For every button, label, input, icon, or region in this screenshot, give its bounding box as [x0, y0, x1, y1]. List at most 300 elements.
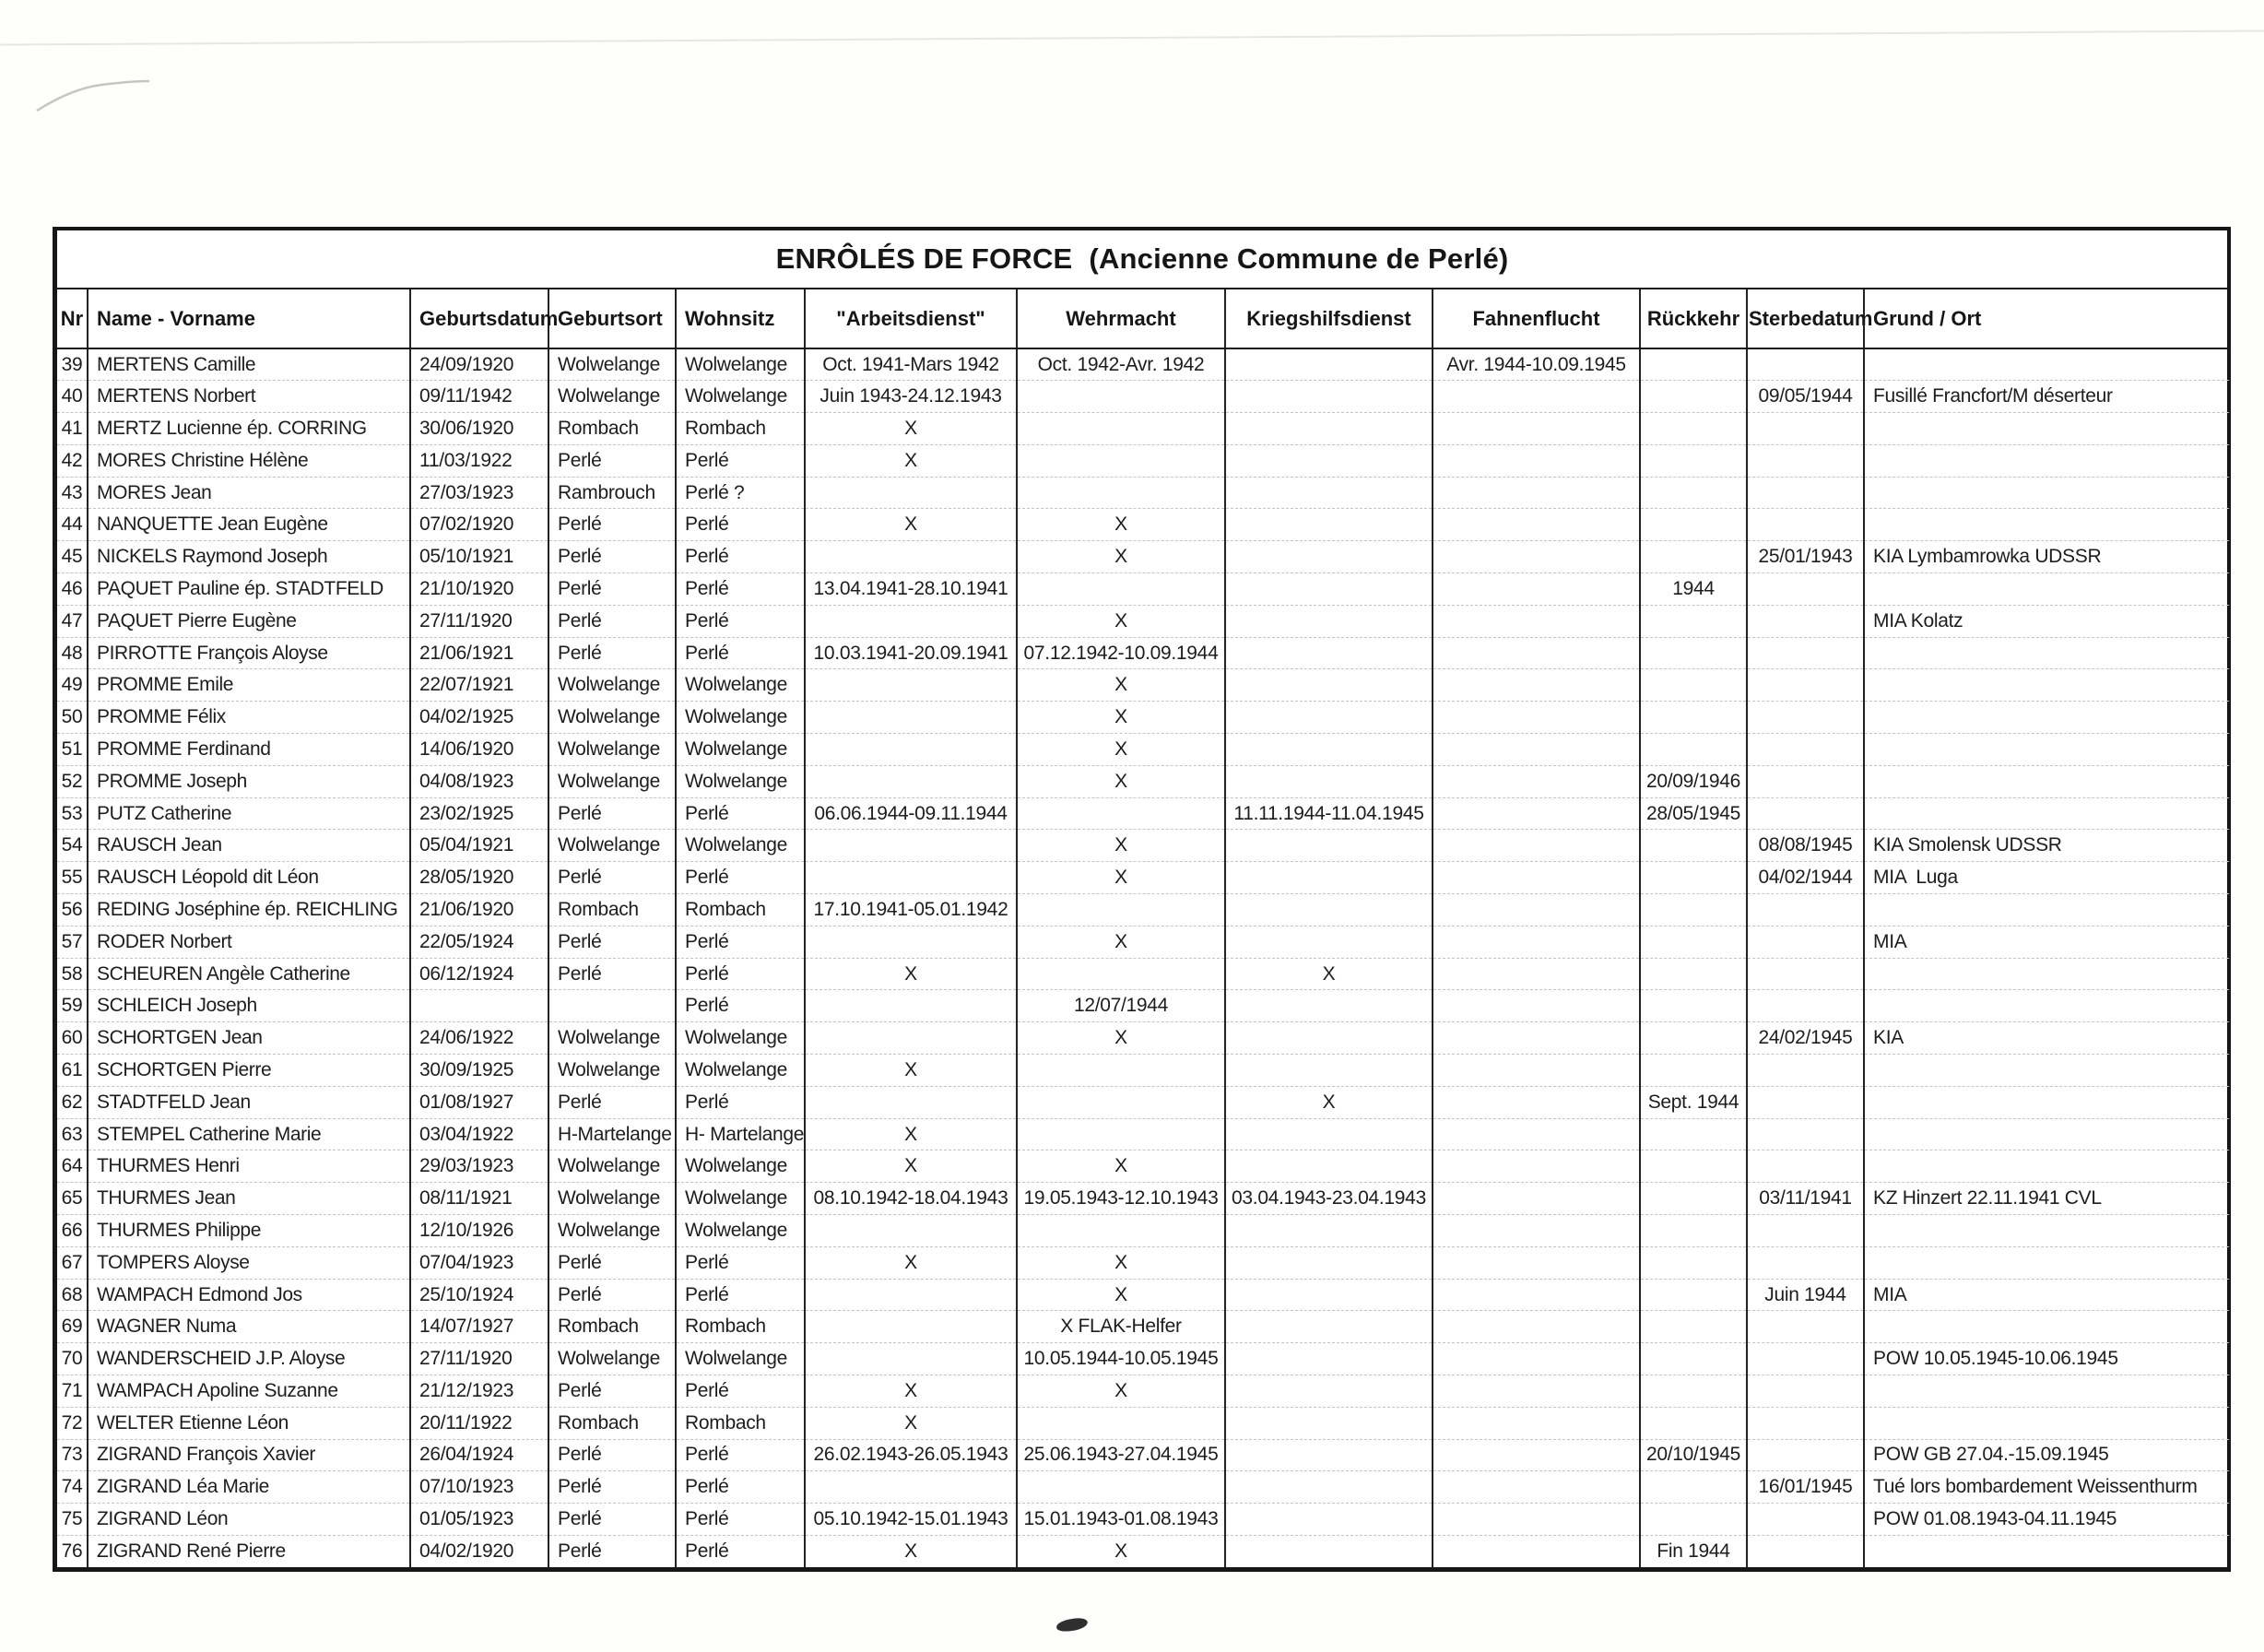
- cell: 58: [57, 958, 88, 990]
- cell: Perlé: [676, 1504, 805, 1536]
- cell: Rombach: [548, 413, 676, 445]
- cell: REDING Joséphine ép. REICHLING: [88, 894, 410, 926]
- cell: 25/10/1924: [410, 1279, 548, 1311]
- cell: [1747, 1150, 1864, 1183]
- cell: [1640, 1246, 1747, 1279]
- cell: [1640, 990, 1747, 1022]
- cell: Fusillé Francfort/M déserteur: [1864, 381, 2229, 413]
- cell: [1225, 669, 1433, 702]
- column-header: Grund / Ort: [1864, 289, 2229, 348]
- cell: 27/11/1920: [410, 1343, 548, 1375]
- cell: Perlé: [676, 1471, 805, 1504]
- cell: [1640, 348, 1747, 381]
- cell: 01/05/1923: [410, 1504, 548, 1536]
- cell: [1433, 541, 1640, 573]
- cell: [1864, 637, 2229, 669]
- cell: [1433, 1118, 1640, 1150]
- cell: Perlé: [676, 637, 805, 669]
- cell: 69: [57, 1311, 88, 1343]
- cell: WELTER Etienne Léon: [88, 1407, 410, 1439]
- cell: [1225, 1055, 1433, 1087]
- cell: [1747, 1375, 1864, 1408]
- cell: [1225, 381, 1433, 413]
- cell: [1640, 1215, 1747, 1247]
- cell: 08/11/1921: [410, 1183, 548, 1215]
- cell: X: [1017, 702, 1225, 734]
- cell: [410, 990, 548, 1022]
- cell: 20/10/1945: [1640, 1439, 1747, 1471]
- cell: 67: [57, 1246, 88, 1279]
- cell: Wolwelange: [548, 702, 676, 734]
- cell: [805, 1471, 1017, 1504]
- cell: Perlé: [676, 444, 805, 477]
- cell: X: [1017, 926, 1225, 958]
- cell: [1225, 830, 1433, 862]
- cell: [805, 605, 1017, 637]
- cell: [1433, 1279, 1640, 1311]
- cell: 27/03/1923: [410, 477, 548, 509]
- cell: Wolwelange: [548, 381, 676, 413]
- cell: [1017, 444, 1225, 477]
- cell: [1864, 669, 2229, 702]
- cell: 59: [57, 990, 88, 1022]
- cell: X: [1017, 605, 1225, 637]
- cell: Wolwelange: [548, 1150, 676, 1183]
- cell: ZIGRAND René Pierre: [88, 1535, 410, 1567]
- cell: [1433, 765, 1640, 797]
- cell: 14/07/1927: [410, 1311, 548, 1343]
- cell: Perlé: [548, 1535, 676, 1567]
- cell: 19.05.1943-12.10.1943: [1017, 1183, 1225, 1215]
- cell: X: [1017, 669, 1225, 702]
- cell: [1864, 734, 2229, 766]
- cell: Wolwelange: [676, 830, 805, 862]
- cell: Perlé: [548, 1086, 676, 1118]
- cell: [1433, 1183, 1640, 1215]
- cell: 71: [57, 1375, 88, 1408]
- cell: 03/04/1922: [410, 1118, 548, 1150]
- cell: [1017, 413, 1225, 445]
- cell: Wolwelange: [548, 669, 676, 702]
- cell: Wolwelange: [676, 765, 805, 797]
- table-row: [57, 1407, 2229, 1439]
- cell: [1225, 477, 1433, 509]
- cell: X: [1017, 541, 1225, 573]
- cell: [1225, 605, 1433, 637]
- cell: [1747, 1086, 1864, 1118]
- cell: 68: [57, 1279, 88, 1311]
- cell: [1225, 1343, 1433, 1375]
- table-row: [57, 765, 2229, 797]
- cell: 57: [57, 926, 88, 958]
- cell: WAMPACH Apoline Suzanne: [88, 1375, 410, 1408]
- cell: [1433, 734, 1640, 766]
- cell: X: [805, 509, 1017, 541]
- cell: 40: [57, 381, 88, 413]
- cell: [1225, 862, 1433, 894]
- cell: 04/08/1923: [410, 765, 548, 797]
- cell: 28/05/1945: [1640, 797, 1747, 830]
- cell: X: [1017, 1150, 1225, 1183]
- cell: PUTZ Catherine: [88, 797, 410, 830]
- cell: Wolwelange: [676, 1022, 805, 1055]
- cell: [1433, 605, 1640, 637]
- cell: [1225, 1279, 1433, 1311]
- cell: KZ Hinzert 22.11.1941 CVL: [1864, 1183, 2229, 1215]
- cell: 60: [57, 1022, 88, 1055]
- cell: Fin 1944: [1640, 1535, 1747, 1567]
- column-header: Nr: [57, 289, 88, 348]
- cell: Rombach: [676, 413, 805, 445]
- document-title: [57, 230, 2227, 289]
- table-row: [57, 637, 2229, 669]
- cell: 66: [57, 1215, 88, 1247]
- cell: [1433, 477, 1640, 509]
- cell: [1433, 862, 1640, 894]
- cell: X: [1017, 509, 1225, 541]
- cell: [1225, 990, 1433, 1022]
- cell: [1747, 1118, 1864, 1150]
- cell: X: [805, 444, 1017, 477]
- cell: [1747, 444, 1864, 477]
- cell: [1864, 348, 2229, 381]
- cell: [1747, 669, 1864, 702]
- cell: [1225, 1311, 1433, 1343]
- cell: Perlé: [548, 637, 676, 669]
- cell: [805, 702, 1017, 734]
- cell: MIA Kolatz: [1864, 605, 2229, 637]
- cell: 05/10/1921: [410, 541, 548, 573]
- cell: [1640, 541, 1747, 573]
- cell: 70: [57, 1343, 88, 1375]
- cell: [1225, 413, 1433, 445]
- cell: X: [805, 1150, 1017, 1183]
- cell: 08/08/1945: [1747, 830, 1864, 862]
- cell: Wolwelange: [548, 830, 676, 862]
- cell: [1433, 381, 1640, 413]
- cell: [1864, 1535, 2229, 1567]
- cell: 43: [57, 477, 88, 509]
- cell: 23/02/1925: [410, 797, 548, 830]
- cell: X FLAK-Helfer: [1017, 1311, 1225, 1343]
- cell: [1747, 734, 1864, 766]
- cell: [1640, 1343, 1747, 1375]
- column-header: Wohnsitz: [676, 289, 805, 348]
- cell: Perlé: [548, 1504, 676, 1536]
- cell: [1747, 926, 1864, 958]
- cell: Perlé: [676, 1086, 805, 1118]
- cell: 24/06/1922: [410, 1022, 548, 1055]
- cell: [1017, 1086, 1225, 1118]
- cell: [805, 765, 1017, 797]
- cell: STADTFELD Jean: [88, 1086, 410, 1118]
- cell: 29/03/1923: [410, 1150, 548, 1183]
- cell: [1864, 1150, 2229, 1183]
- cell: Perlé: [676, 573, 805, 606]
- cell: [1640, 958, 1747, 990]
- cell: Perlé: [676, 862, 805, 894]
- cell: [1433, 894, 1640, 926]
- cell: MERTENS Camille: [88, 348, 410, 381]
- cell: SCHORTGEN Pierre: [88, 1055, 410, 1087]
- cell: Perlé: [676, 1279, 805, 1311]
- cell: KIA Smolensk UDSSR: [1864, 830, 2229, 862]
- cell: MORES Christine Hélène: [88, 444, 410, 477]
- cell: KIA: [1864, 1022, 2229, 1055]
- cell: 51: [57, 734, 88, 766]
- cell: H-Martelange: [548, 1118, 676, 1150]
- cell: [1640, 1279, 1747, 1311]
- cell: [1225, 1215, 1433, 1247]
- cell: 01/08/1927: [410, 1086, 548, 1118]
- cell: [805, 477, 1017, 509]
- cell: [1433, 1022, 1640, 1055]
- cell: 62: [57, 1086, 88, 1118]
- cell: Wolwelange: [548, 1022, 676, 1055]
- table-row: [57, 830, 2229, 862]
- cell: 16/01/1945: [1747, 1471, 1864, 1504]
- cell: [1225, 734, 1433, 766]
- cell: X: [805, 1055, 1017, 1087]
- cell: 30/09/1925: [410, 1055, 548, 1087]
- cell: 49: [57, 669, 88, 702]
- cell: THURMES Philippe: [88, 1215, 410, 1247]
- cell: Perlé: [548, 1375, 676, 1408]
- table-row: [57, 1504, 2229, 1536]
- cell: 04/02/1944: [1747, 862, 1864, 894]
- cell: 21/06/1920: [410, 894, 548, 926]
- table-row: [57, 413, 2229, 445]
- cell: [1640, 702, 1747, 734]
- table-row: [57, 894, 2229, 926]
- header-row: [57, 289, 2229, 348]
- cell: [1640, 381, 1747, 413]
- cell: [1864, 1215, 2229, 1247]
- cell: [1640, 830, 1747, 862]
- cell: [1864, 702, 2229, 734]
- cell: 14/06/1920: [410, 734, 548, 766]
- cell: SCHLEICH Joseph: [88, 990, 410, 1022]
- cell: [548, 990, 676, 1022]
- cell: 11.11.1944-11.04.1945: [1225, 797, 1433, 830]
- cell: Wolwelange: [676, 348, 805, 381]
- cell: [1433, 1535, 1640, 1567]
- cell: Juin 1943-24.12.1943: [805, 381, 1017, 413]
- cell: Wolwelange: [676, 669, 805, 702]
- cell: 26/04/1924: [410, 1439, 548, 1471]
- cell: Oct. 1942-Avr. 1942: [1017, 348, 1225, 381]
- cell: 21/06/1921: [410, 637, 548, 669]
- cell: 1944: [1640, 573, 1747, 606]
- cell: [1747, 1215, 1864, 1247]
- cell: [1640, 1311, 1747, 1343]
- cell: [1017, 477, 1225, 509]
- cell: 12/10/1926: [410, 1215, 548, 1247]
- cell: [1433, 413, 1640, 445]
- cell: [1747, 1246, 1864, 1279]
- cell: SCHORTGEN Jean: [88, 1022, 410, 1055]
- cell: STEMPEL Catherine Marie: [88, 1118, 410, 1150]
- cell: [1864, 1311, 2229, 1343]
- cell: [1433, 1086, 1640, 1118]
- cell: Wolwelange: [676, 1343, 805, 1375]
- cell: TOMPERS Aloyse: [88, 1246, 410, 1279]
- cell: [1747, 702, 1864, 734]
- cell: [1864, 1246, 2229, 1279]
- cell: 25/01/1943: [1747, 541, 1864, 573]
- cell: Perlé: [676, 1375, 805, 1408]
- cell: [805, 926, 1017, 958]
- cell: 54: [57, 830, 88, 862]
- cell: 63: [57, 1118, 88, 1150]
- cell: [1225, 1504, 1433, 1536]
- cell: [1017, 1055, 1225, 1087]
- cell: [1864, 1086, 2229, 1118]
- cell: 22/05/1924: [410, 926, 548, 958]
- cell: 11/03/1922: [410, 444, 548, 477]
- cell: [1433, 1246, 1640, 1279]
- cell: 04/02/1920: [410, 1535, 548, 1567]
- cell: [1225, 1375, 1433, 1408]
- cell: Perlé: [548, 797, 676, 830]
- cell: [1017, 1118, 1225, 1150]
- cell: X: [1017, 1022, 1225, 1055]
- cell: Perlé: [548, 444, 676, 477]
- cell: [1433, 830, 1640, 862]
- cell: X: [805, 958, 1017, 990]
- cell: [1017, 381, 1225, 413]
- cell: [1225, 1439, 1433, 1471]
- cell: X: [805, 1118, 1017, 1150]
- cell: 24/02/1945: [1747, 1022, 1864, 1055]
- table-row: [57, 702, 2229, 734]
- cell: X: [805, 1407, 1017, 1439]
- cell: 22/07/1921: [410, 669, 548, 702]
- document-title-sub: (Ancienne Commune de Perlé): [1089, 242, 1509, 275]
- cell: [1017, 894, 1225, 926]
- table-row: [57, 926, 2229, 958]
- cell: 08.10.1942-18.04.1943: [805, 1183, 1017, 1215]
- cell: PROMME Ferdinand: [88, 734, 410, 766]
- table-row: [57, 1183, 2229, 1215]
- cell: [805, 1279, 1017, 1311]
- table-row: [57, 1022, 2229, 1055]
- cell: [1747, 509, 1864, 541]
- cell: [805, 541, 1017, 573]
- document-title-main: ENRÔLÉS DE FORCE: [775, 242, 1073, 275]
- cell: [1640, 734, 1747, 766]
- cell: SCHEUREN Angèle Catherine: [88, 958, 410, 990]
- cell: [1747, 1504, 1864, 1536]
- table-row: [57, 1118, 2229, 1150]
- cell: [1747, 1535, 1864, 1567]
- cell: 55: [57, 862, 88, 894]
- cell: Perlé: [676, 1439, 805, 1471]
- cell: [1640, 605, 1747, 637]
- cell: [805, 990, 1017, 1022]
- cell: Perlé: [548, 1246, 676, 1279]
- cell: [1433, 1311, 1640, 1343]
- cell: [1433, 573, 1640, 606]
- cell: 61: [57, 1055, 88, 1087]
- cell: [1433, 1343, 1640, 1375]
- cell: ZIGRAND Léon: [88, 1504, 410, 1536]
- cell: [1017, 1407, 1225, 1439]
- cell: [1747, 1439, 1864, 1471]
- cell: Perlé: [548, 573, 676, 606]
- column-header: Sterbedatum: [1747, 289, 1864, 348]
- cell: [1017, 958, 1225, 990]
- cell: 72: [57, 1407, 88, 1439]
- cell: [1225, 1150, 1433, 1183]
- cell: Perlé: [548, 958, 676, 990]
- cell: [805, 1086, 1017, 1118]
- cell: 39: [57, 348, 88, 381]
- cell: PAQUET Pierre Eugène: [88, 605, 410, 637]
- cell: Wolwelange: [548, 1183, 676, 1215]
- cell: PAQUET Pauline ép. STADTFELD: [88, 573, 410, 606]
- cell: [1640, 1118, 1747, 1150]
- cell: 46: [57, 573, 88, 606]
- cell: H- Martelange: [676, 1118, 805, 1150]
- cell: 27/11/1920: [410, 605, 548, 637]
- cell: THURMES Henri: [88, 1150, 410, 1183]
- cell: [1433, 990, 1640, 1022]
- table-row: [57, 958, 2229, 990]
- cell: 06/12/1924: [410, 958, 548, 990]
- cell: 74: [57, 1471, 88, 1504]
- cell: [805, 830, 1017, 862]
- cell: MIA Luga: [1864, 862, 2229, 894]
- cell: [805, 1215, 1017, 1247]
- cell: [1225, 1022, 1433, 1055]
- table-row: [57, 1055, 2229, 1087]
- cell: Sept. 1944: [1640, 1086, 1747, 1118]
- cell: [1433, 637, 1640, 669]
- cell: [805, 862, 1017, 894]
- cell: [1433, 702, 1640, 734]
- cell: PROMME Emile: [88, 669, 410, 702]
- cell: RAUSCH Léopold dit Léon: [88, 862, 410, 894]
- cell: Wolwelange: [676, 1150, 805, 1183]
- cell: [1017, 797, 1225, 830]
- cell: Perlé: [676, 1535, 805, 1567]
- cell: 25.06.1943-27.04.1945: [1017, 1439, 1225, 1471]
- cell: Rambrouch: [548, 477, 676, 509]
- scan-speck: [1055, 1617, 1088, 1633]
- cell: Wolwelange: [548, 1055, 676, 1087]
- cell: Perlé: [676, 797, 805, 830]
- cell: [1640, 1022, 1747, 1055]
- cell: [1864, 1407, 2229, 1439]
- cell: PROMME Joseph: [88, 765, 410, 797]
- cell: 17.10.1941-05.01.1942: [805, 894, 1017, 926]
- cell: [1225, 1118, 1433, 1150]
- cell: [1864, 477, 2229, 509]
- cell: RAUSCH Jean: [88, 830, 410, 862]
- cell: [1640, 1150, 1747, 1183]
- cell: [1225, 702, 1433, 734]
- cell: 13.04.1941-28.10.1941: [805, 573, 1017, 606]
- cell: [1864, 509, 2229, 541]
- table-row: [57, 669, 2229, 702]
- cell: 42: [57, 444, 88, 477]
- cell: X: [1017, 862, 1225, 894]
- cell: [1864, 894, 2229, 926]
- cell: [1747, 797, 1864, 830]
- cell: 07/02/1920: [410, 509, 548, 541]
- cell: 73: [57, 1439, 88, 1471]
